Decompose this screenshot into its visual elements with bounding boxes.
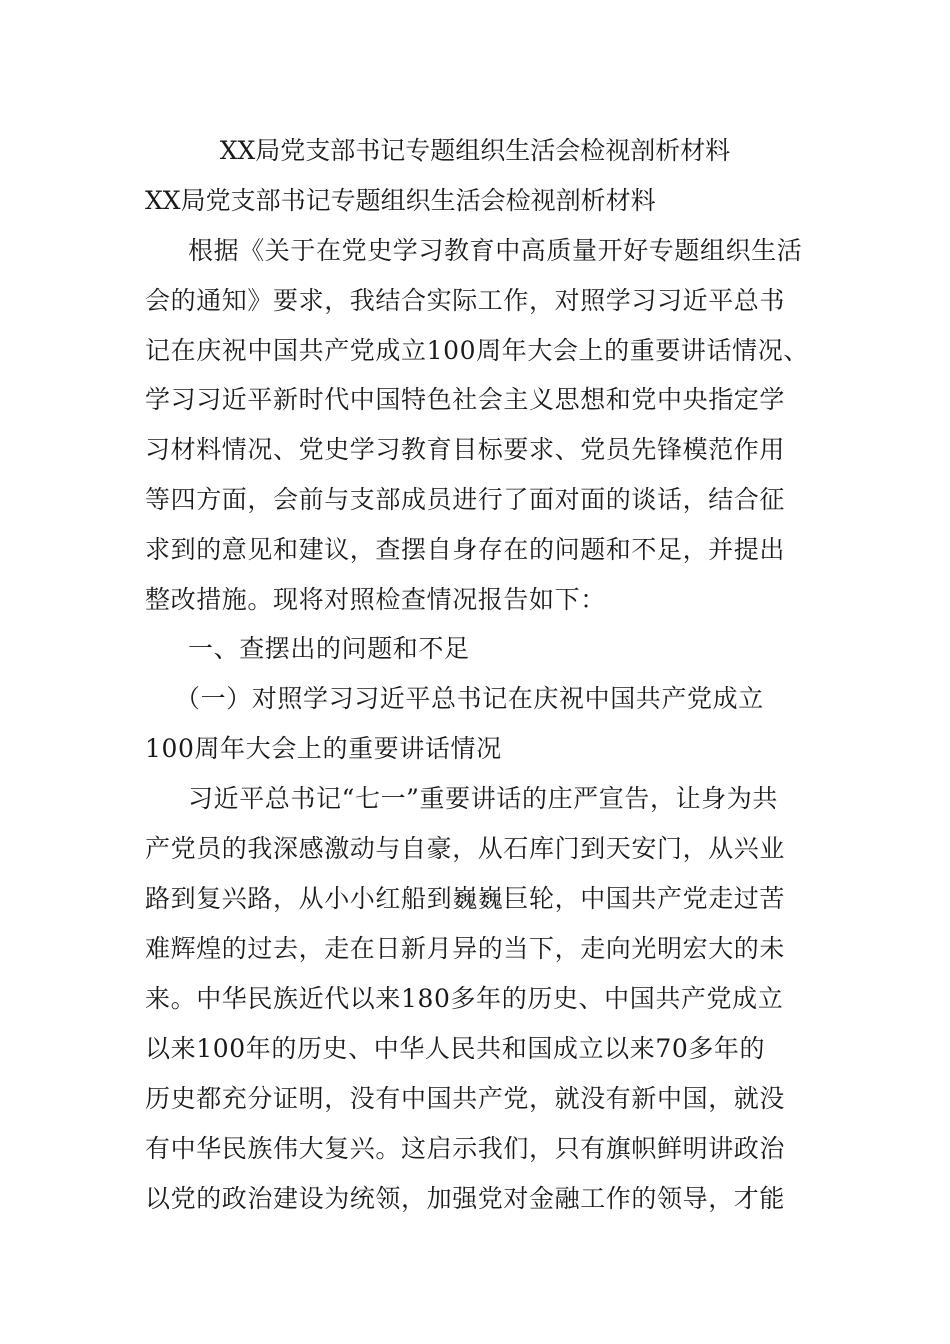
body-line: 来。中华民族近代以来180多年的历史、中国共产党成立 <box>145 984 784 1013</box>
intro-line: 学习习近平新时代中国特色社会主义思想和党中央指定学 <box>145 385 786 414</box>
subsection-heading-line: （一）对照学习习近平总书记在庆祝中国共产党成立 <box>175 684 764 713</box>
intro-line: 求到的意见和建议，查摆自身存在的问题和不足，并提出 <box>145 535 786 564</box>
document-title: XX局党支部书记专题组织生活会检视剖析材料 <box>219 136 731 165</box>
intro-line: 记在庆祝中国共产党成立100周年大会上的重要讲话情况、 <box>145 336 809 365</box>
body-line: 历史都充分证明，没有中国共产党，就没有新中国，就没 <box>145 1084 786 1113</box>
body-line: 路到复兴路，从小小红船到巍巍巨轮，中国共产党走过苦 <box>145 884 786 913</box>
subsection-heading-line: 100周年大会上的重要讲话情况 <box>145 734 502 763</box>
body-line: 习近平总书记“七一”重要讲话的庄严宣告，让身为共 <box>188 784 778 813</box>
body-line: 难辉煌的过去，走在日新月异的当下，走向光明宏大的未 <box>145 934 786 963</box>
body-line: 产党员的我深感激动与自豪，从石库门到天安门，从兴业 <box>145 834 786 863</box>
intro-line: 根据《关于在党史学习教育中高质量开好专题组织生活 <box>188 236 803 265</box>
body-line: 以来100年的历史、中华人民共和国成立以来70多年的 <box>145 1034 766 1063</box>
intro-line: 习材料情况、党史学习教育目标要求、党员先锋模范作用 <box>145 435 786 464</box>
body-line: 以党的政治建设为统领，加强党对金融工作的领导，才能 <box>145 1184 786 1213</box>
body-line: 有中华民族伟大复兴。这启示我们，只有旗帜鲜明讲政治 <box>145 1134 786 1163</box>
intro-line: 整改措施。现将对照检查情况报告如下： <box>145 585 606 614</box>
document-subtitle: XX局党支部书记专题组织生活会检视剖析材料 <box>145 186 656 215</box>
intro-line: 等四方面，会前与支部成员进行了面对面的谈话，结合征 <box>145 485 786 514</box>
intro-line: 会的通知》要求，我结合实际工作，对照学习习近平总书 <box>145 286 786 315</box>
section-heading: 一、查摆出的问题和不足 <box>188 634 470 663</box>
